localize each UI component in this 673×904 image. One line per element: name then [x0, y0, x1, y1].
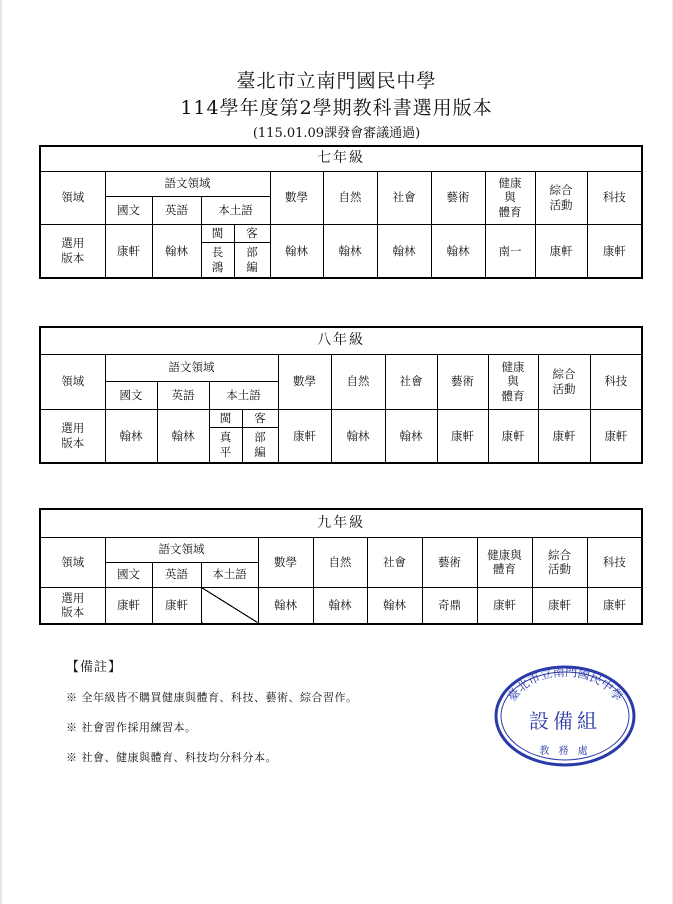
grade8-english: 翰林	[157, 409, 209, 463]
stamp-bottom-text: 教 務 處	[539, 746, 591, 757]
header-math: 數學	[258, 537, 313, 587]
header-english: 英語	[152, 196, 201, 224]
header-native: 本土語	[209, 381, 278, 409]
header-math: 數學	[278, 354, 331, 409]
grade9-native-empty	[201, 587, 258, 624]
header-chinese: 國文	[105, 196, 152, 224]
note-item: ※ 社會、健康與體育、科技均分科分本。	[66, 751, 277, 764]
approval-note: (115.01.09課發會審議通過)	[252, 126, 421, 141]
stamp-arc-text: 臺北市立南門國民中學	[504, 664, 626, 704]
grade7-min: 長 鴻	[201, 242, 234, 278]
header-science: 自然	[331, 354, 385, 409]
header-tech: 科技	[590, 354, 642, 409]
grade8-health: 康軒	[488, 409, 538, 463]
grade9-arts: 奇鼎	[422, 587, 477, 624]
header-arts: 藝術	[431, 171, 485, 224]
header-domain: 領域	[40, 537, 105, 587]
grade9-table	[39, 508, 643, 625]
grade9-integrated: 康軒	[532, 587, 587, 624]
header-math: 數學	[270, 171, 323, 224]
grade7-chinese: 康軒	[105, 224, 152, 278]
grade8-min-header: 閩	[209, 409, 242, 427]
grade9-math: 翰林	[258, 587, 313, 624]
header-science: 自然	[313, 537, 367, 587]
note-item: ※ 社會習作採用練習本。	[66, 721, 197, 734]
grade8-science: 翰林	[331, 409, 385, 463]
header-english: 英語	[157, 381, 209, 409]
grade7-integrated: 康軒	[535, 224, 587, 278]
header-english: 英語	[152, 562, 201, 587]
grade8-tech: 康軒	[590, 409, 642, 463]
grade9-title: 九年級	[40, 509, 642, 537]
header-health: 健康與 體育	[477, 537, 532, 587]
grade7-arts: 翰林	[431, 224, 485, 278]
grade7-tech: 康軒	[587, 224, 642, 278]
header-social: 社會	[377, 171, 431, 224]
grade9-health: 康軒	[477, 587, 532, 624]
grade7-science: 翰林	[323, 224, 377, 278]
grade7-title: 七年級	[40, 146, 642, 171]
grade8-hakka: 部 編	[242, 427, 278, 463]
header-chinese: 國文	[105, 562, 152, 587]
header-domain: 領域	[40, 354, 105, 409]
grade8-table	[39, 326, 643, 464]
school-title: 臺北市立南門國民中學	[236, 70, 437, 92]
header-tech: 科技	[587, 537, 642, 587]
grade9-chinese: 康軒	[105, 587, 152, 624]
header-version: 選用 版本	[40, 409, 105, 463]
grade8-social: 翰林	[385, 409, 437, 463]
header-arts: 藝術	[422, 537, 477, 587]
grade8-title: 八年級	[40, 327, 642, 354]
header-health: 健康 與 體育	[485, 171, 535, 224]
grade7-min-header: 閩	[201, 224, 234, 242]
grade8-arts: 康軒	[437, 409, 488, 463]
grade7-social: 翰林	[377, 224, 431, 278]
header-integrated: 綜合 活動	[532, 537, 587, 587]
header-native: 本土語	[201, 562, 258, 587]
header-language-group: 語文領域	[105, 354, 278, 381]
grade7-health: 南一	[485, 224, 535, 278]
header-arts: 藝術	[437, 354, 488, 409]
grade7-math: 翰林	[270, 224, 323, 278]
grade8-chinese: 翰林	[105, 409, 157, 463]
grade7-english: 翰林	[152, 224, 201, 278]
grade9-science: 翰林	[313, 587, 367, 624]
header-science: 自然	[323, 171, 377, 224]
header-language-group: 語文領域	[105, 171, 270, 196]
header-chinese: 國文	[105, 381, 157, 409]
grade9-english: 康軒	[152, 587, 201, 624]
header-language-group: 語文領域	[105, 537, 258, 562]
notes-section	[66, 656, 358, 779]
header-version: 選用 版本	[40, 587, 105, 624]
document-title: 114學年度第2學期教科書選用版本	[180, 97, 493, 119]
header-integrated: 綜合 活動	[535, 171, 587, 224]
stamp-center-text: 設備組	[529, 709, 601, 733]
grade8-hakka-header: 客	[242, 409, 278, 427]
notes-title: 【備註】	[66, 660, 123, 675]
header-tech: 科技	[587, 171, 642, 224]
header-integrated: 綜合 活動	[538, 354, 590, 409]
header-health: 健康 與 體育	[488, 354, 538, 409]
grade8-math: 康軒	[278, 409, 331, 463]
header-domain: 領域	[40, 171, 105, 224]
note-item: ※ 全年級皆不購買健康與體育、科技、藝術、綜合習作。	[66, 691, 358, 704]
grade7-hakka-header: 客	[234, 224, 270, 242]
grade8-min: 真 平	[209, 427, 242, 463]
grade8-integrated: 康軒	[538, 409, 590, 463]
header-social: 社會	[385, 354, 437, 409]
header-version: 選用 版本	[40, 224, 105, 278]
grade9-social: 翰林	[367, 587, 422, 624]
grade7-table	[39, 145, 643, 279]
grade7-hakka: 部 編	[234, 242, 270, 278]
header-social: 社會	[367, 537, 422, 587]
school-seal-stamp	[493, 664, 637, 768]
header-native: 本土語	[201, 196, 270, 224]
grade9-tech: 康軒	[587, 587, 642, 624]
